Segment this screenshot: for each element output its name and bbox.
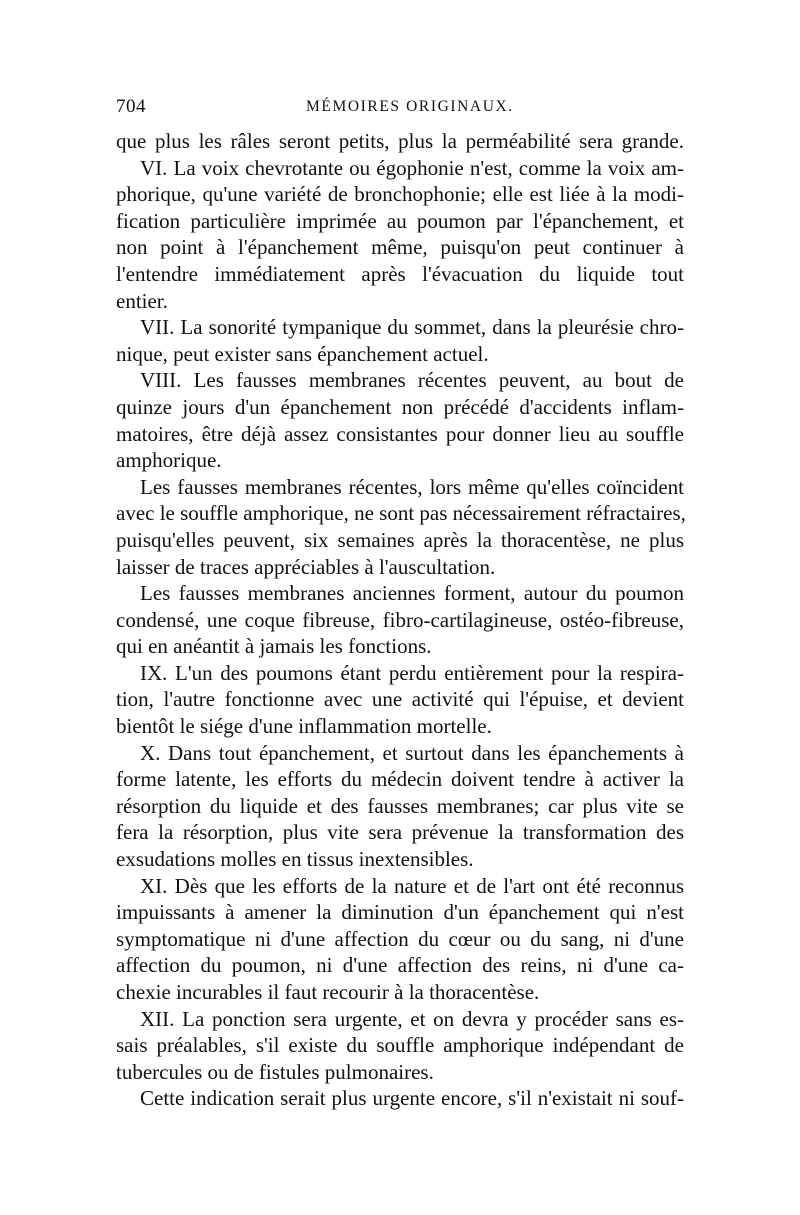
text-line: condensé, une coque fibreuse, fibro-cartilagineuse, ostéo-fibreuse, [116,607,684,632]
running-title: MÉMOIRES ORIGINAUX. [306,98,514,115]
text-line: qui en anéantit à jamais les fonctions. [116,634,432,659]
text-line: VIII. Les fausses membranes récentes peuvent, au bout de [140,368,684,393]
text-line: symptomatique ni d'une affection du cœur ou du sang, ni d'une [116,926,684,951]
text-line: tubercules ou de fistules pulmonaires. [116,1059,434,1084]
text-line: l'entendre immédiatement après l'évacuation du liquide tout [116,261,684,286]
page-header [116,96,686,120]
text-line: affection du poumon, ni d'une affection des reins, ni d'une ca- [116,953,684,978]
text-line: fera la résorption, plus vite sera prévenue la transformation des [116,820,684,845]
text-line: exsudations molles en tissus inextensibles. [116,847,474,872]
text-line: que plus les râles seront petits, plus la perméabilité sera grande. [116,129,684,153]
text-line: phorique, qu'une variété de bronchophonie; elle est liée à la modi- [116,182,684,207]
text-line: sais préalables, s'il existe du souffle amphorique indépendant de [116,1033,684,1058]
body-text [116,128,684,1112]
text-line: XII. La ponction sera urgente, et on devra y procéder sans es- [140,1006,684,1031]
text-line: chexie incurables il faut recourir à la thoracentèse. [116,980,540,1004]
text-line: VI. La voix chevrotante ou égophonie n'est, comme la voix am- [140,155,684,180]
text-line: matoires, être déjà assez consistantes pour donner lieu au souffle [116,421,684,446]
text-line: IX. L'un des poumons étant perdu entièrement pour la respira- [140,660,684,685]
text-line: avec le souffle amphorique, ne sont pas nécessairement réfractaires, [116,501,686,526]
text-line: VII. La sonorité tympanique du sommet, dans la pleurésie chro- [140,315,684,340]
page-number: 704 [116,96,146,117]
text-line: quinze jours d'un épanchement non précédé d'accidents inflam- [116,394,684,419]
text-line: entier. [116,288,168,313]
text-line: non point à l'épanchement même, puisqu'on peut continuer à [116,235,684,260]
text-line: puisqu'elles peuvent, six semaines après la thoracentèse, ne plus [116,527,684,552]
text-line: forme latente, les efforts du médecin doivent tendre à activer la [116,767,684,792]
text-line: fication particulière imprimée au poumon par l'épanchement, et [116,208,684,233]
text-line: Les fausses membranes récentes, lors même qu'elles coïncident [140,474,684,499]
text-line: Les fausses membranes anciennes forment, autour du poumon [140,581,684,606]
text-line: laisser de traces appréciables à l'auscultation. [116,554,496,579]
text-line: XI. Dès que les efforts de la nature et de l'art ont été reconnus [140,873,684,898]
text-line: nique, peut exister sans épanchement actuel. [116,341,489,366]
text-line: tion, l'autre fonctionne avec une activité qui l'épuise, et devient [116,687,684,712]
text-line: bientôt le siége d'une inflammation mortelle. [116,714,492,739]
text-line: Cette indication serait plus urgente encore, s'il n'existait ni souf- [140,1086,684,1111]
text-line: X. Dans tout épanchement, et surtout dans les épanchements à [140,740,684,765]
text-line: amphorique. [116,448,222,473]
text-line: impuissants à amener la diminution d'un épanchement qui n'est [116,900,684,925]
text-line: résorption du liquide et des fausses membranes; car plus vite se [116,793,684,818]
